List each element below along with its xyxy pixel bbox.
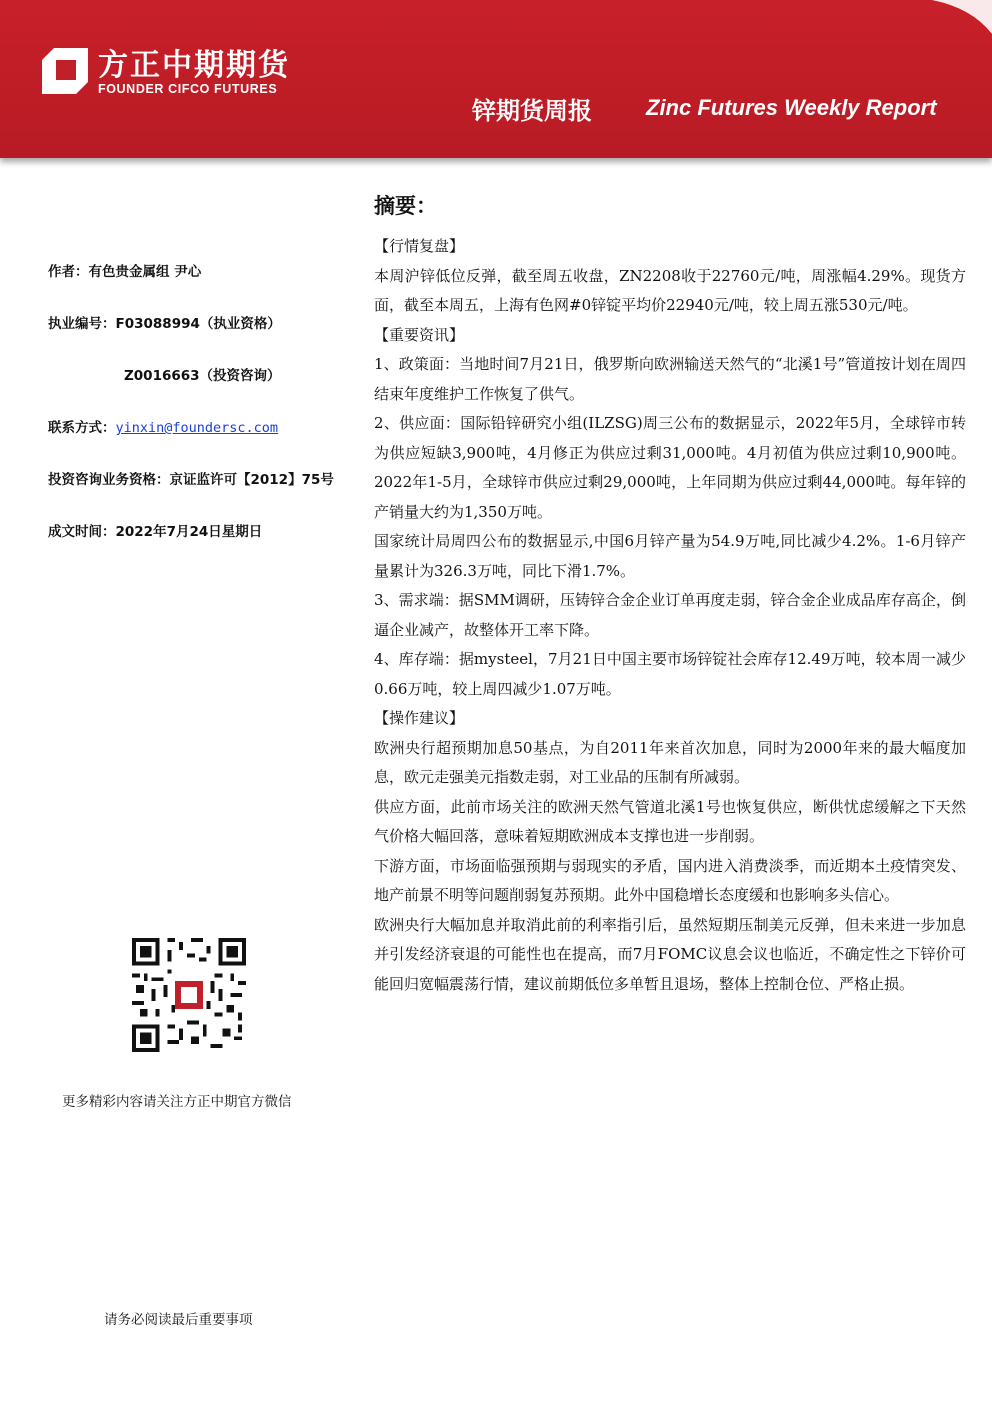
paragraph: 3、需求端：据SMM调研，压铸锌合金企业订单再度走弱，锌合金企业成品库存高企，倒逼企业减产，故整体开工率下降。 — [374, 591, 966, 639]
founder-logo-icon — [40, 46, 90, 96]
report-title-cn: 锌期货周报 — [472, 97, 592, 125]
paragraph: 欧洲央行超预期加息50基点，为自2011年来首次加息，同时为2000年来的最大幅度加息，欧元走强美元指数走弱，对工业品的压制有所减弱。 — [374, 738, 966, 786]
contact-label: 联系方式： — [48, 420, 116, 436]
brand-name-cn: 方正中期期货 — [98, 48, 290, 83]
qualification-line: 投资咨询业务资格：京证监许可【2012】75号 — [48, 472, 334, 488]
footer-disclaimer-note: 请务必阅读最后重要事项 — [104, 1312, 253, 1328]
date-line: 成文时间：2022年7月24日星期日 — [48, 524, 263, 540]
paragraph: 4、库存端：据mysteel，7月21日中国主要市场锌锭社会库存12.49万吨，较本周一减少0.66万吨，较上周四减少1.07万吨。 — [374, 650, 966, 698]
header-corner-swoosh — [932, 0, 992, 40]
paragraph: 1、政策面：当地时间7月21日，俄罗斯向欧洲输送天然气的“北溪1号”管道按计划在周四结束年度维护工作恢复了供气。 — [374, 355, 966, 403]
paragraph: 下游方面，市场面临强预期与弱现实的矛盾，国内进入消费淡季，而近期本土疫情突发、地产前景不明等问题削弱复苏预期。此外中国稳增长态度缓和也影响多头信心。 — [374, 856, 966, 904]
qr-caption: 更多精彩内容请关注方正中期官方微信 — [62, 1094, 292, 1110]
summary-title: 摘要： — [374, 194, 437, 218]
paragraph: 本周沪锌低位反弹，截至周五收盘，ZN2208收于22760元/吨，周涨幅4.29%。现货方面，截至本周五，上海有色网#0锌锭平均价22940元/吨，较上周五涨530元/吨。 — [374, 266, 966, 314]
paragraph: 欧洲央行大幅加息并取消此前的利率指引后，虽然短期压制美元反弹，但未来进一步加息并引发经济衰退的可能性也在提高，而7月FOMC议息会议也临近，不确定性之下锌价可能回归宽幅震荡行情，建议前期低位多单暂且退场，整体上控制仓位、严格止损。 — [374, 915, 966, 993]
brand-name-en: FOUNDER CIFCO FUTURES — [98, 82, 278, 96]
contact-email-link[interactable]: yinxin@foundersc.com — [115, 420, 279, 436]
report-title-en: Zinc Futures Weekly Report — [646, 95, 937, 120]
summary-main — [374, 190, 966, 999]
contact-line — [48, 416, 278, 436]
report-header — [0, 0, 992, 158]
license-number-consulting: Z0016663（投资咨询） — [124, 368, 281, 384]
wechat-qr-code — [132, 938, 246, 1052]
paragraph: 供应方面，此前市场关注的欧洲天然气管道北溪1号也恢复供应，断供忧虑缓解之下天然气价格大幅回落，意味着短期欧洲成本支撑也进一步削弱。 — [374, 797, 966, 845]
paragraph: 2、供应面：国际铅锌研究小组(ILZSG)周三公布的数据显示，2022年5月，全球锌市转为供应短缺3,900吨，4月修正为供应过剩31,000吨。4月初值为供应过剩10,900吨。2022年1-5月，全球锌市供应过剩29,000吨，上年同期为供应过剩44,000吨。每年锌的产销量大约为1,350万吨。 — [374, 414, 966, 521]
section-heading-news: 【重要资讯】 — [374, 325, 465, 344]
section-heading-advice: 【操作建议】 — [374, 709, 465, 727]
author-line: 作者：有色贵金属组 尹心 — [48, 264, 202, 280]
paragraph: 国家统计局周四公布的数据显示,中国6月锌产量为54.9万吨,同比减少4.2%。1-6月锌产量累计为326.3万吨，同比下滑1.7%。 — [374, 532, 966, 580]
section-heading-market-review: 【行情复盘】 — [374, 237, 465, 255]
license-number: 执业编号：F03088994（执业资格） — [48, 316, 281, 332]
